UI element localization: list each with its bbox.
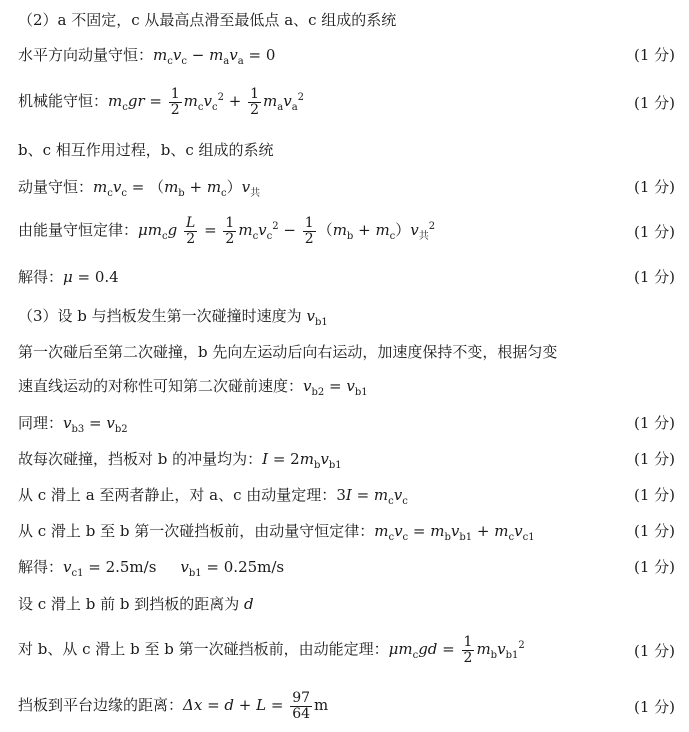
score-label: (1 分) xyxy=(633,93,675,112)
momentum-conservation-line xyxy=(18,172,675,200)
part-3-heading: （3）设 b 与挡板发生第一次碰撞时速度为 $v_{b1}$ xyxy=(18,306,328,326)
line-label: 对 b、从 c 滑上 b 至 b 第一次碰挡板前，由动能定理： xyxy=(18,640,389,658)
equation: $\mu m_cg$ $\frac{L}{2}$ = $\frac{1}{2}$ $m_cv_c^2$ − $\frac{1}{2}$ $(m_b + m_c)v_共^2$ xyxy=(138,215,436,247)
mechanical-energy-line xyxy=(18,82,675,122)
collision-description-line xyxy=(18,338,675,364)
equation: $m_cv_c = m_bv_{b1} + m_cv_{c1}$ xyxy=(374,521,535,541)
score-label: (1 分) xyxy=(633,521,675,540)
score-label: (1 分) xyxy=(633,697,675,716)
bc-system-heading xyxy=(18,136,675,162)
score-label: (1 分) xyxy=(633,267,675,286)
score-label: (1 分) xyxy=(633,557,675,576)
line-text: （2）a 不固定，c 从最高点滑至最低点 a、c 组成的系统 xyxy=(18,10,397,29)
line-label: 同理： xyxy=(18,413,64,432)
score-label: (1 分) xyxy=(633,413,675,432)
momentum-theorem-line xyxy=(18,480,675,508)
equation: $v_{b3} = v_{b2}$ xyxy=(63,413,128,433)
equation: $v_{c1} = 2.5m/s$ $v_{b1} = 0.25m/s$ xyxy=(63,557,285,577)
score-label: (1 分) xyxy=(633,222,675,241)
line-label: 从 c 滑上 b 至 b 第一次碰挡板前，由动量守恒定律： xyxy=(18,521,375,540)
line-label: 故每次碰撞，挡板对 b 的冲量均为： xyxy=(18,449,263,468)
kinetic-energy-theorem-line xyxy=(18,628,675,672)
line-label: 机械能守恒： xyxy=(18,92,109,110)
equation: $m_cgr$ = $\frac{1}{2}$ $m_cv_c^2$ + $\frac{1}{2}$ $m_av_a^2$ xyxy=(108,86,305,118)
line-label: 动量守恒： xyxy=(18,177,94,196)
equation: $I = 2m_bv_{b1}$ xyxy=(262,449,342,469)
distance-definition-line: 设 c 滑上 b 前 b 到挡板的距离为 d xyxy=(18,594,254,613)
similarly-line xyxy=(18,408,675,436)
final-distance-line xyxy=(18,684,675,728)
horizontal-momentum-line xyxy=(18,40,675,68)
energy-conservation-line xyxy=(18,210,675,252)
line-label: 解得： xyxy=(18,557,64,576)
score-label: (1 分) xyxy=(633,485,675,504)
equation: $m_cv_c = (m_b + m_c)v_共$ xyxy=(93,177,261,197)
line-label: 从 c 滑上 a 至两者静止，对 a、c 由动量定理： xyxy=(18,485,337,504)
equation: μ = 0.4 xyxy=(63,267,119,286)
equation: $\mu m_cgd$ = $\frac{1}{2}$ $m_bv_{b1}^2$ xyxy=(388,634,525,666)
line-label: 由能量守恒定律： xyxy=(18,221,139,239)
equation: $m_cv_c - m_av_a = 0$ xyxy=(153,45,276,65)
equation: Δx = d + L = $\frac{97}{64}$ m xyxy=(183,690,329,722)
part-2-heading xyxy=(18,6,675,32)
mu-result-line xyxy=(18,262,675,290)
line-text: 第一次碰后至第二次碰撞，b 先向左运动后向右运动，加速度保持不变，根据匀变 xyxy=(18,342,558,361)
score-label: (1 分) xyxy=(633,449,675,468)
impulse-line xyxy=(18,444,675,472)
score-label: (1 分) xyxy=(633,177,675,196)
velocity-result-line xyxy=(18,552,675,580)
line-label: 挡板到平台边缘的距离： xyxy=(18,696,184,714)
momentum-law-line xyxy=(18,516,675,544)
score-label: (1 分) xyxy=(633,45,675,64)
score-label: (1 分) xyxy=(633,641,675,660)
line-label: 解得： xyxy=(18,267,64,286)
symmetry-line: 速直线运动的对称性可知第二次碰前速度：$v_{b2} = v_{b1}$ xyxy=(18,376,368,396)
equation: $3I = m_cv_c$ xyxy=(336,485,408,505)
line-text: b、c 相互作用过程，b、c 组成的系统 xyxy=(18,140,274,159)
line-label: 水平方向动量守恒： xyxy=(18,45,154,64)
